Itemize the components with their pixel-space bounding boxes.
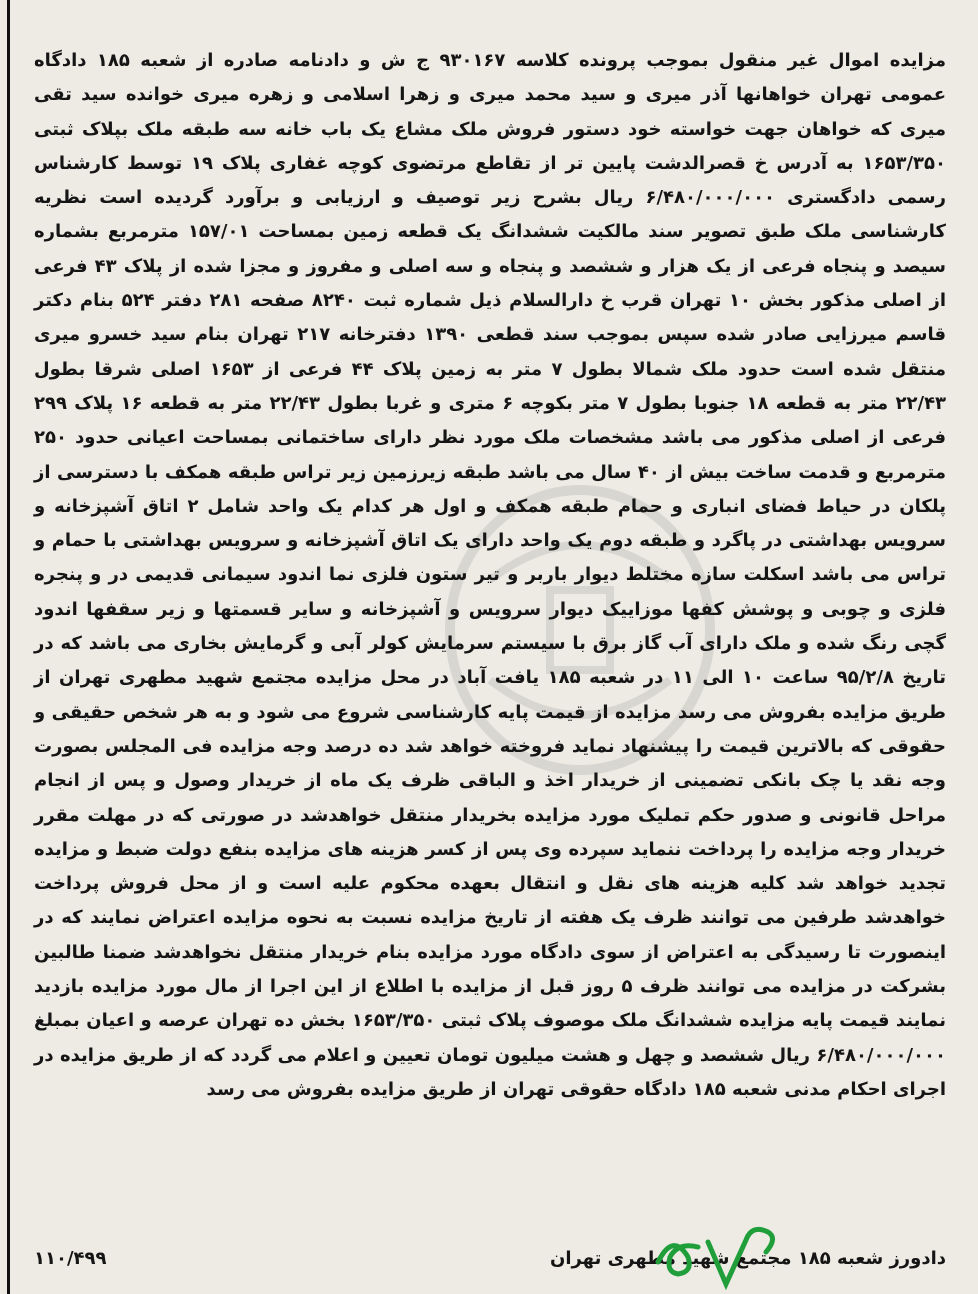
notice-body: مزایده اموال غیر منقول بموجب پرونده کلاسه ۹۳۰۱۶۷ ج ش و دادنامه صادره از شعبه ۱۸۵ دادگاه عمومی تهران خواهانها آذر میری و سید محمد میری و زهرا اسلامی و زهره میری خوانده سید تقی میری که خواهان جهت خواسته خود دستور فروش ملک مشاع یک باب خانه سه طبقه ملک بپلاک ثبتی ۱۶۵۳/۳۵۰ به آدرس خ قصرالدشت پایین تر از تقاطع مرتضوی کوچه غفاری پلاک ۱۹ توسط کارشناس رسمی دادگستری ۶/۴۸۰/۰۰۰/۰۰۰ ریال بشرح زیر توصیف و ارزیابی و برآورد گردیده است نظریه کارشناسی ملک طبق تصویر سند مالکیت ششدانگ یک قطعه زمین بمساحت ۱۵۷/۰۱ مترمربع بشماره سیصد و پنجاه فرعی از یک هزار و ششصد و پنجاه و سه اصلی و مفروز و مجزا شده از پلاک ۴۳ فرعی از اصلی مذکور بخش ۱۰ تهران قرب خ دارالسلام ذیل شماره ثبت ۸۲۴۰ صفحه ۲۸۱ دفتر ۵۲۴ بنام دکتر قاسم میرزایی صادر شده سپس بموجب سند قطعی ۱۳۹۰ دفترخانه ۲۱۷ تهران بنام سید خسرو میری منتقل شده است حدود ملک شمالا بطول ۷ متر به زمین پلاک ۴۴ فرعی از ۱۶۵۳ اصلی شرقا بطول ۲۲/۴۳ متر به قطعه ۱۸ جنوبا بطول ۷ متر بکوچه ۶ متری و غربا بطول ۲۲/۴۳ متر به قطعه ۱۶ پلاک ۲۹۹ فرعی از اصلی مذکور می باشد مشخصات ملک مورد نظر دارای ساختمانی بمساحت اعیانی حدود ۲۵۰ مترمربع و قدمت ساخت بیش از ۴۰ سال می باشد طبقه زیرزمین زیر تراس طبقه همکف با دسترسی از پلکان در حیاط فضای انباری و حمام طبقه همکف و اول هر کدام یک واحد شامل ۲ اتاق آشپزخانه و سرویس بهداشتی در پاگرد و طبقه دوم یک واحد دارای یک اتاق آشپزخانه و سرویس بهداشتی با حمام و تراس می باشد اسکلت سازه مختلط دیوار باربر و تیر ستون فلزی نما اندود سیمانی قدیمی در و پنجره فلزی و چوبی و پوشش کفها موزاییک دیوار سرویس و آشپزخانه و سایر قسمتها و زیر سقفها اندود گچی رنگ شده و ملک دارای آب گاز برق با سیستم سرمایش کولر آبی و گرمایش بخاری می باشد که در تاریخ ۹۵/۲/۸ ساعت ۱۰ الی ۱۱ در شعبه ۱۸۵ یافت آباد در محل مزایده مجتمع شهید مطهری تهران از طریق مزایده بفروش می رسد مزایده از قیمت پایه کارشناسی شروع می شود و به هر شخص حقیقی و حقوقی که بالاترین قیمت را پیشنهاد نماید فروخته خواهد شد ده درصد وجه مزایده فی المجلس بصورت وجه نقد یا چک بانکی تضمینی از خریدار اخذ و الباقی ظرف یک ماه از خریدار وصول و پس از انجام مراحل قانونی و صدور حکم تملیک مورد مزایده بخریدار منتقل خواهدشد در صورتی که در مهلت مقرر خریدار وجه مزایده را پرداخت ننماید سپرده وی پس از کسر هزینه های مزایده بنفع دولت ضبط و مزایده تجدید خواهد شد کلیه هزینه های نقل و انتقال بعهده محکوم علیه است و از محل فروش پرداخت خواهدشد طرفین می توانند ظرف یک هفته از تاریخ مزایده نسبت به نحوه مزایده اعتراض نمایند که در اینصورت تا رسیدگی به اعتراض از سوی دادگاه مورد مزایده بنام خریدار منتقل نخواهدشد ضمنا طالبین بشرکت در مزایده می توانند ظرف ۵ روز قبل از مزایده با اطلاع از این اجرا از مال مورد مزایده بازدید نمایند قیمت پایه مزایده ششدانگ ملک موصوف پلاک ثبتی ۱۶۵۳/۳۵۰ بخش ده تهران عرصه و اعیان بمبلغ ۶/۴۸۰/۰۰۰/۰۰۰ ریال ششصد و چهل و هشت میلیون تومان تعیین و اعلام می گردد که از طریق مزایده در اجرای احکام مدنی شعبه ۱۸۵ دادگاه حقوقی تهران از طریق مزایده بفروش می رسد bbox=[34, 50, 947, 1100]
handwritten-mark bbox=[648, 1212, 788, 1292]
reference-number: ۱۱۰/۴۹۹ bbox=[34, 1247, 107, 1269]
signature-row bbox=[34, 1240, 946, 1276]
column-divider bbox=[7, 0, 10, 1294]
signature-line: دادورز شعبه ۱۸۵ مجتمع شهید مطهری تهران bbox=[549, 1247, 946, 1269]
auction-notice bbox=[34, 44, 946, 1107]
